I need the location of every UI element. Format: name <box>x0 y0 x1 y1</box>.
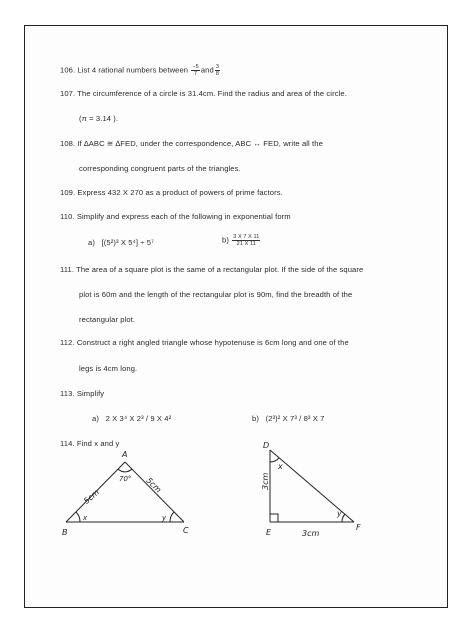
question-107-line2: (π = 3.14 ). <box>79 114 119 123</box>
tri1-angle-a: 70° <box>119 475 132 483</box>
question-113: 113. Simplify <box>60 389 105 398</box>
q106-fraction-2: $\frac{3}{8}$ <box>215 64 219 77</box>
q113-a-expression: 2 X 3⁴ X 2³ / 9 X 4² <box>105 414 172 423</box>
tri1-vertex-c: C <box>183 526 189 535</box>
question-112-line1: 112. Construct a right angled triangle whose hypotenuse is 6cm long and one of the <box>60 338 349 347</box>
question-111-line1: 111. The area of a square plot is the same of a rectangular plot. If the side of the square <box>60 265 364 274</box>
tri1-vertex-a: A <box>122 450 128 459</box>
tri2-vertex-f: F <box>356 523 361 532</box>
question-108-line1: 108. If ∆ABC ≅ ∆FED, under the correspondence, ABC ↔ FED, write all the <box>60 139 323 148</box>
tri2-vertex-e: E <box>266 528 272 537</box>
tri2-side-ef: 3cm <box>302 529 320 538</box>
tri2-vertex-d: D <box>263 441 270 450</box>
q110-b-fraction: $\frac{3 X 7 X 11}{21 X 11}$ <box>233 234 260 247</box>
q106-fraction-1: $\frac{-5}{7}$ <box>192 64 199 77</box>
q110-a-expression: [(5²)³ X 5⁴] ÷ 5⁷ <box>101 238 154 247</box>
tri1-side-ac: 5cm <box>144 475 163 495</box>
q110-b-label: b) <box>222 235 229 245</box>
question-108-line2: corresponding congruent parts of the triangles. <box>79 164 241 173</box>
tri2-angle-x: x <box>278 462 283 471</box>
tri1-side-ab: 5cm <box>81 487 101 506</box>
question-112-line2: legs is 4cm long. <box>79 364 138 373</box>
q113-b-expression: (2³)² X 7³ / 8³ X 7 <box>265 414 325 423</box>
question-109: 109. Express 432 X 270 as a product of powers of prime factors. <box>60 188 283 197</box>
q106-text: 106. List 4 rational numbers between <box>60 65 189 75</box>
question-107-line1: 107. The circumference of a circle is 31.4cm. Find the radius and area of the circle. <box>60 89 347 98</box>
tri2-side-de: 3cm <box>261 472 270 490</box>
q113-a-label: a) <box>92 414 99 423</box>
question-110: 110. Simplify and express each of the following in exponential form <box>60 212 291 221</box>
q113-b-label: b) <box>252 414 259 423</box>
q106-and: and <box>200 65 214 75</box>
tri1-angle-x: x <box>83 514 88 522</box>
tri1-vertex-b: B <box>62 528 68 537</box>
question-111-line3: rectangular plot. <box>79 315 136 324</box>
question-114: 114. Find x and y <box>60 439 120 448</box>
tri2-angle-y: y <box>337 509 342 518</box>
tri1-angle-y: y <box>162 514 167 522</box>
question-111-line2: plot is 60m and the length of the rectangular plot is 90m, find the breadth of the <box>79 290 353 299</box>
q110-a-label: a) <box>88 238 95 247</box>
